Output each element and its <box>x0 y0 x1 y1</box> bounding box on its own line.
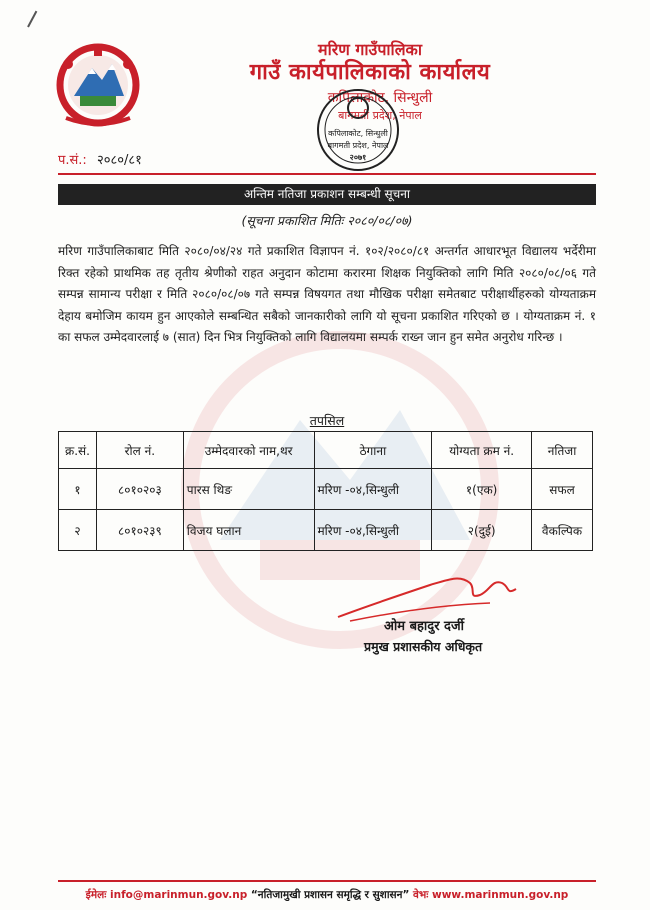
reference-label: प.सं.: <box>58 153 87 168</box>
column-header-merit: योग्यता क्रम नं. <box>432 432 532 469</box>
stamp-year: २०७१ <box>349 153 367 162</box>
municipality-name: मरिण गाउँपालिका <box>318 40 422 59</box>
footer-slogan: “नतिजामुखी प्रशासन समृद्धि र सुशासन” <box>250 889 410 901</box>
column-header-address: ठेगाना <box>314 432 432 469</box>
details-heading <box>58 412 596 429</box>
nepal-emblem-logo <box>52 38 144 128</box>
cell-merit: २(दुई) <box>432 510 532 551</box>
footer-email-link[interactable]: info@marinmun.gov.np <box>110 889 248 901</box>
cell-result: सफल <box>532 469 593 510</box>
published-date: (सूचना प्रकाशित मितिः २०८०/०८/०७) <box>241 213 413 228</box>
header-divider <box>58 173 596 175</box>
notice-body: मरिण गाउँपालिकाबाट मिति २०८०/०४/२४ गते प्रकाशित विज्ञापन नं. १०२/२०८०/८१ अन्तर्गत आधारभूत विद्यालय भर्देरीमा रिक्त रहेको प्राथमिक तह तृतीय श्रेणीको राहत अनुदान कोटामा करारमा शिक्षक नियुक्तिको लागि मिति २०८०/०८/०६ गते सम्पन्न सामान्य परीक्षा र मिति २०८०/०८/०७ गते सम्पन्न विषयगत तथा मौखिक परीक्षा समेतबाट परीक्षार्थीहरुको योग्यताक्रम देहाय बमोजिम कायम हुन आएकोले सम्बन्धित सबैको जानकारीको लागि यो सूचना प्रकाशित गरिएको छ । योग्यताक्रम नं. १ का सफल उम्मेदवारलाई ७ (सात) दिन भित्र नियुक्तिको लागि विद्यालयमा सम्पर्क राख्न जान हुन समेत अनुरोध गरिन्छ । <box>58 244 596 344</box>
signatory-title: प्रमुख प्रशासकीय अधिकृत <box>364 639 483 654</box>
cell-address: मरिण -०४,सिन्धुली <box>314 510 432 551</box>
footer-divider <box>58 880 596 882</box>
column-header-serial: क्र.सं. <box>59 432 97 469</box>
results-table <box>58 431 593 551</box>
table-row <box>59 510 593 551</box>
cell-roll: ८०१०२०३ <box>96 469 183 510</box>
footer-web-label: वेभः <box>413 889 429 901</box>
footer-email-label: ईमेलः <box>85 889 107 901</box>
cell-serial: २ <box>59 510 97 551</box>
cell-roll: ८०१०२३९ <box>96 510 183 551</box>
column-header-result: नतिजा <box>532 432 593 469</box>
office-name: गाउँ कार्यपालिकाको कार्यालय <box>249 60 491 85</box>
handwritten-mark <box>27 11 37 28</box>
cell-name: विजय घलान <box>183 510 314 551</box>
details-title: तपसिल <box>309 413 345 428</box>
office-seal-stamp <box>312 84 404 176</box>
stamp-line-2: बागमती प्रदेश, नेपाल <box>327 141 389 150</box>
footer-contact <box>58 888 596 902</box>
signatory-name: ओम बहादुर दर्जी <box>384 619 464 634</box>
cell-merit: १(एक) <box>432 469 532 510</box>
table-row <box>59 469 593 510</box>
notice-title: अन्तिम नतिजा प्रकाशन सम्बन्धी सूचना <box>58 184 596 205</box>
cell-result: वैकल्पिक <box>532 510 593 551</box>
table-header-row <box>59 432 593 469</box>
cell-serial: १ <box>59 469 97 510</box>
stamp-line-1: कपिलाकोट, सिन्धुली <box>328 129 388 138</box>
cell-address: मरिण -०४,सिन्धुली <box>314 469 432 510</box>
footer-website-link[interactable]: www.marinmun.gov.np <box>432 889 569 901</box>
reference-value: २०८०/८१ <box>96 153 142 168</box>
cell-name: पारस थिङ <box>183 469 314 510</box>
office-province: बागमती प्रदेश, नेपाल <box>338 109 422 122</box>
column-header-roll: रोल नं. <box>96 432 183 469</box>
reference-number <box>58 150 142 168</box>
office-location: कपिलाकोट, सिन्धुली <box>327 90 433 106</box>
column-header-name: उम्मेदवारको नाम,थर <box>183 432 314 469</box>
